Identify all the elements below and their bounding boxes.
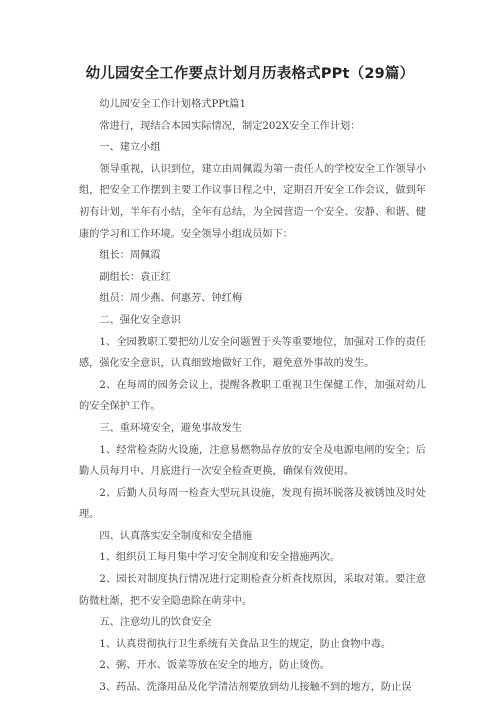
paragraph-heading: 二、强化安全意识 xyxy=(99,314,181,326)
document-body xyxy=(79,94,426,699)
paragraph: 副组长：袁正红 xyxy=(99,271,171,283)
paragraph: 2、园长对制度执行情况进行定期检查分析查找原因，采取对策。要注意防微杜渐，把不安全隐患除在萌芽中。 xyxy=(79,574,426,607)
paragraph-heading: 五、注意幼儿的饮食安全 xyxy=(99,617,212,629)
document-title: 幼儿园安全工作要点计划月历表格式PPt（29篇） xyxy=(85,66,415,82)
paragraph: 1、认真贯彻执行卫生系统有关食品卫生的规定，防止食物中毒。 xyxy=(99,638,392,650)
paragraph-heading: 四、认真落实安全制度和安全措施 xyxy=(99,530,253,542)
paragraph-section-heading: 幼儿园安全工作计划格式PPt篇1 xyxy=(99,99,246,110)
paragraph: 1、经常检查防火设施，注意易燃物品存放的安全及电源电闸的安全；后勤人员每月中、月底进行一次安全检查更换，确保有效使用。 xyxy=(79,444,426,478)
paragraph-heading: 三、重环境安全，避免事故发生 xyxy=(99,422,243,434)
paragraph: 3、药品、洗涤用品及化学清洁剂要放到幼儿接触不到的地方，防止误 xyxy=(99,682,412,694)
paragraph: 领导重视，认识到位，建立由周佩霞为第一责任人的学校安全工作领导小组，把安全工作摆到主要工作议事日程之中，定期召开安全工作会议，做到年初有计划，半年有小结，全年有总结，为全园营造一个安全、安静、和谐、健康的学习和工作环境。安全领导小组成员如下： xyxy=(79,163,426,240)
paragraph: 1、全园教职工要把幼儿安全问题置于头等重要地位，加强对工作的责任感，强化安全意识，认真细致地做好工作，避免意外事故的发生。 xyxy=(79,336,426,370)
paragraph: 1、组织员工每月集中学习安全制度和安全措施两次。 xyxy=(99,552,341,564)
paragraph: 组长：周佩霞 xyxy=(99,250,161,262)
paragraph-heading: 一、建立小组 xyxy=(99,142,161,154)
paragraph: 2、在每周的园务会议上，提醒各教职工重视卫生保健工作，加强对幼儿的安全保护工作。 xyxy=(79,379,426,413)
paragraph: 2、后勤人员每周一检查大型玩具设施，发现有损坏脱落及被锈蚀及时处理。 xyxy=(79,487,426,521)
paragraph: 2、粥、开水、饭菜等放在安全的地方，防止烫伤。 xyxy=(99,660,330,672)
paragraph: 常进行，现结合本园实际情况，制定202X安全工作计划： xyxy=(99,120,361,132)
paragraph: 组员：周少燕、何惠芳、钟红梅 xyxy=(99,293,243,305)
